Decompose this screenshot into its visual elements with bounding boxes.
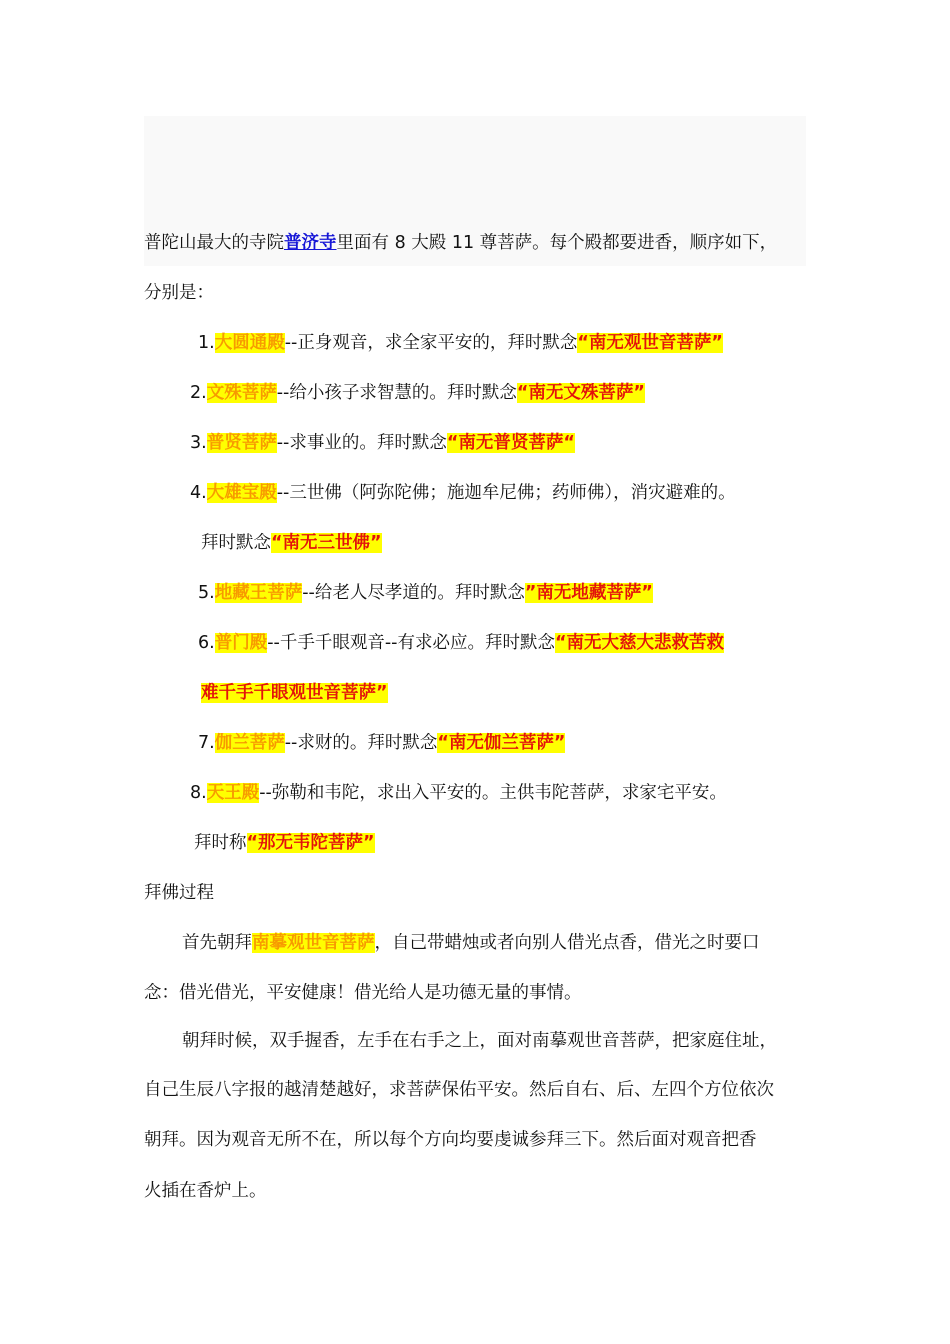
chant-text: “南无大慈大悲救苦救 xyxy=(554,633,724,653)
chant-text: “那无韦陀菩萨” xyxy=(246,833,375,853)
process-p2-line-4 xyxy=(144,1178,267,1204)
chant-text: “南无观世音菩萨” xyxy=(577,333,723,353)
paragraph-text: 火插在香炉上。 xyxy=(144,1181,267,1201)
item-number: 1. xyxy=(198,333,215,353)
paragraph-text: 首先朝拜 xyxy=(182,933,252,953)
process-p2-line-3 xyxy=(144,1127,757,1153)
list-item-6-continuation xyxy=(201,680,388,706)
hall-name: 伽兰菩萨 xyxy=(214,733,285,753)
intro-line-2-text: 分别是： xyxy=(144,283,214,303)
paragraph-text: ，自己带蜡烛或者向别人借光点香，借光之时要口 xyxy=(374,933,760,953)
item-number: 2. xyxy=(190,383,207,403)
list-item-4 xyxy=(190,480,736,506)
chant-text-continuation: 难千手千眼观世音菩萨” xyxy=(201,683,388,703)
paragraph-text: 朝拜时候，双手握香，左手在右手之上，面对南摹观世音菩萨，把家庭住址， xyxy=(182,1031,777,1051)
list-item-5 xyxy=(198,580,653,606)
item-number: 6. xyxy=(198,633,215,653)
item-description: --千手千眼观音--有求必应。拜时默念 xyxy=(267,633,555,653)
intro-suffix: 里面有 8 大殿 11 尊菩萨。每个殿都要进香，顺序如下， xyxy=(336,233,778,253)
item-description: --求事业的。拜时默念 xyxy=(276,433,447,453)
hall-name: 文殊菩萨 xyxy=(206,383,277,403)
item-description: --三世佛（阿弥陀佛；施迦牟尼佛；药师佛），消灾避难的。 xyxy=(276,483,736,503)
list-item-8-continuation xyxy=(194,830,375,856)
chant-text: “南无伽兰菩萨” xyxy=(437,733,566,753)
hall-name: 大雄宝殿 xyxy=(206,483,277,503)
chant-text: “南无普贤菩萨“ xyxy=(446,433,575,453)
paragraph-text: 朝拜。因为观音无所不在，所以每个方向均要虔诚参拜三下。然后面对观音把香 xyxy=(144,1130,757,1150)
temple-link[interactable]: 普济寺 xyxy=(284,233,337,253)
item-description: --弥勒和韦陀，求出入平安的。主供韦陀菩萨，求家宅平安。 xyxy=(259,783,727,803)
list-item-4-continuation xyxy=(201,530,382,556)
bodhisattva-name-highlight: 南摹观世音菩萨 xyxy=(252,933,375,953)
hall-name: 大圆通殿 xyxy=(214,333,285,353)
process-p2-line-1 xyxy=(182,1028,777,1054)
chant-text: “南无三世佛” xyxy=(271,533,382,553)
item-description: --给小孩子求智慧的。拜时默念 xyxy=(276,383,517,403)
hall-name: 普门殿 xyxy=(214,633,268,653)
list-item-8 xyxy=(190,780,727,806)
chant-text: ”南无地藏菩萨” xyxy=(524,583,653,603)
item-number: 5. xyxy=(198,583,215,603)
list-item-6 xyxy=(198,630,724,656)
list-item-1 xyxy=(198,330,723,356)
section-heading xyxy=(144,880,214,906)
intro-line-1 xyxy=(144,230,777,256)
item-continuation-text: 拜时称 xyxy=(194,833,247,853)
process-p1-line-2 xyxy=(144,980,582,1006)
item-description: --给老人尽孝道的。拜时默念 xyxy=(302,583,525,603)
hall-name: 地藏王菩萨 xyxy=(214,583,303,603)
intro-line-2 xyxy=(144,280,214,306)
hall-name: 普贤菩萨 xyxy=(206,433,277,453)
list-item-2 xyxy=(190,380,645,406)
item-number: 4. xyxy=(190,483,207,503)
process-p1-line-1 xyxy=(182,930,760,956)
item-number: 8. xyxy=(190,783,207,803)
list-item-3 xyxy=(190,430,575,456)
section-heading-text: 拜佛过程 xyxy=(144,883,214,903)
paragraph-text: 念：借光借光，平安健康！借光给人是功德无量的事情。 xyxy=(144,983,582,1003)
process-p2-line-2 xyxy=(144,1077,774,1103)
paragraph-text: 自己生辰八字报的越清楚越好，求菩萨保佑平安。然后自右、后、左四个方位依次 xyxy=(144,1080,774,1100)
intro-prefix: 普陀山最大的寺院 xyxy=(144,233,284,253)
chant-text: “南无文殊菩萨” xyxy=(516,383,645,403)
item-description: --正身观音，求全家平安的，拜时默念 xyxy=(284,333,578,353)
list-item-7 xyxy=(198,730,565,756)
item-continuation-text: 拜时默念 xyxy=(201,533,271,553)
item-number: 7. xyxy=(198,733,215,753)
hall-name: 天王殿 xyxy=(206,783,260,803)
item-description: --求财的。拜时默念 xyxy=(284,733,438,753)
item-number: 3. xyxy=(190,433,207,453)
